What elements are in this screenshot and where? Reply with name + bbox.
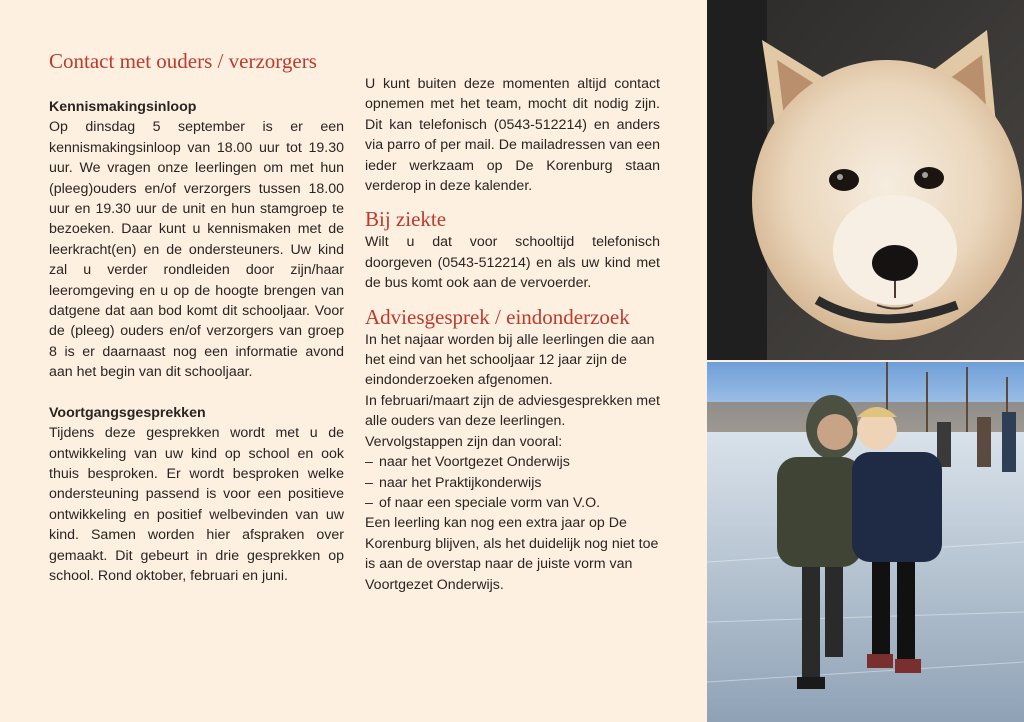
contact-intro-text: U kunt buiten deze momenten altijd contact opnemen met het team, mocht dit nodig zijn. Dit kan telefonisch (0543-512214) en anders via parro of per mail. De mailadressen van een ieder werkzaam op De Korenburg staan verderop in deze kalender. <box>365 76 660 195</box>
children-ice-photo <box>707 362 1024 722</box>
advies-paragraph-4: Een leerling kan nog een extra jaar op De Korenburg blijven, als het duidelijk nog niet toe is aan de overstap naar de juiste vorm van Voortgezet Onderwijs. <box>365 515 659 593</box>
advies-paragraph-3: Vervolgstappen zijn dan vooral: <box>365 433 563 450</box>
ziekte-heading: Bij ziekte <box>365 207 447 232</box>
kennismakingsinloop-text: Op dinsdag 5 september is er een kennismakingsinloop van 18.00 uur tot 19.30 uur. We vragen onze leerlingen om met hun (pleeg)ouders en/of verzorgers tussen 18.00 uur en 19.30 uur de unit en hun stamgroep te bezoeken. Daar kunt u kennismaken met de leerkracht(en) en de ondersteuners. Uw kind zal u verder rondleiden door zijn/haar leeromgeving en u op de hoogte brengen van datgene dat aan bod komt dit schooljaar. Voor de (pleeg) ouders en/of verzorgers van groep 8 is er daarnaast nog een informatie avond aan het begin van dit schooljaar. <box>49 119 344 381</box>
children-ice-illustration <box>707 362 1024 722</box>
left-column <box>49 48 344 586</box>
contact-heading: Contact met ouders / verzorgers <box>49 49 317 73</box>
right-column <box>365 74 660 595</box>
list-item: – of naar een speciale vorm van V.O. <box>365 493 660 513</box>
kennismakingsinloop-title: Kennismakingsinloop <box>49 99 197 115</box>
advies-heading: Adviesgesprek / eindonderzoek <box>365 304 630 329</box>
voortgangsgesprekken-text: Tijdens deze gesprekken wordt met u de ontwikkeling van uw kind op school en ook thuis besproken. Er wordt besproken welke ondersteuning passend is voor een positieve ontwikkeling en positief welbevinden van uw kind. Samen worden hier afspraken over gemaakt. Dit gebeurt in drie gesprekken op school. Rond oktober, februari en juni. <box>49 425 344 584</box>
vervolgstappen-list <box>365 452 660 513</box>
advies-paragraph-1: In het najaar worden bij alle leerlingen die aan het eind van het schooljaar 12 jaar zijn de eindonderzoeken afgenomen. <box>365 331 655 389</box>
dog-illustration <box>707 0 1024 360</box>
list-item: – naar het Praktijkonderwijs <box>365 473 660 493</box>
voortgangsgesprekken-title: Voortgangsgesprekken <box>49 404 206 421</box>
dog-photo <box>707 0 1024 360</box>
ziekte-text: Wilt u dat voor schooltijd telefonisch doorgeven (0543-512214) en als uw kind met de bus komt ook aan de vervoerder. <box>365 234 660 292</box>
advies-paragraph-2: In februari/maart zijn de adviesgesprekken met alle ouders van deze leerlingen. <box>365 392 660 430</box>
list-item: – naar het Voortgezet Onderwijs <box>365 452 660 472</box>
